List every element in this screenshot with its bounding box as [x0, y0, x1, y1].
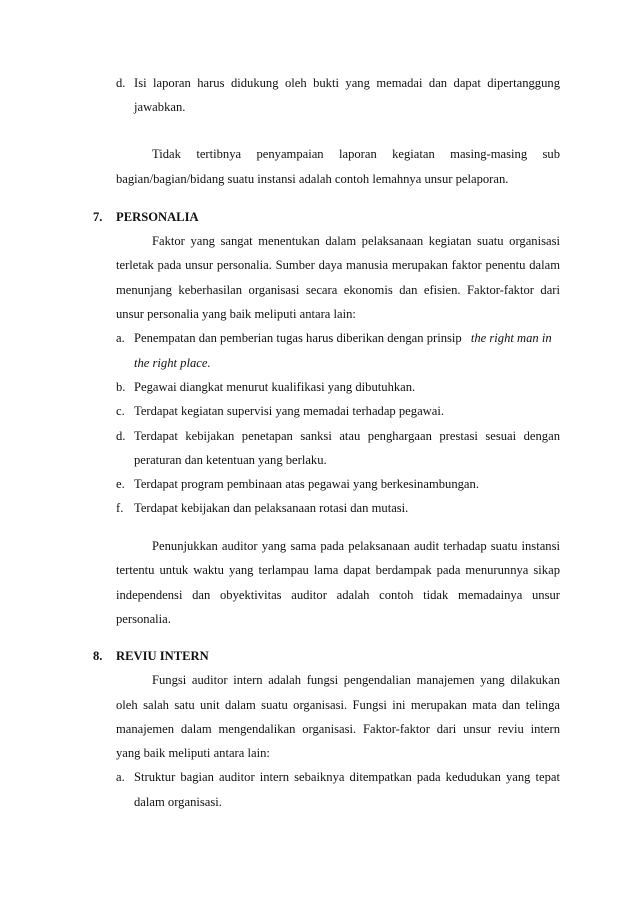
paragraph-line: tertentu untuk waktu yang terlampau lama dapat berdampak pada menurunnya sikap [116, 563, 560, 577]
list-item-a-line-1: Struktur bagian auditor intern sebaiknya ditempatkan pada kedudukan yang tepat [134, 770, 560, 784]
list-item-a-line-2: dalam organisasi. [134, 795, 222, 809]
list-item-d-line-2: peraturan dan ketentuan yang berlaku. [134, 453, 327, 467]
list-label-a: a. [116, 331, 125, 345]
list-label-e: e. [116, 477, 125, 491]
paragraph-line: unsur personalia yang baik meliputi antara lain: [116, 307, 356, 321]
section-title: REVIU INTERN [116, 649, 209, 663]
list-label-c: c. [116, 404, 125, 418]
list-label-f: f. [116, 501, 124, 515]
list-item-a-line-1 [134, 330, 552, 346]
list-label-d: d. [116, 76, 126, 90]
list-item-b: Pegawai diangkat menurut kualifikasi yang dibutuhkan. [134, 380, 416, 394]
paragraph-line: yang baik meliputi antara lain: [116, 746, 270, 760]
paragraph-line: personalia. [116, 612, 171, 626]
list-item-text: Penempatan dan pemberian tugas harus diberikan dengan prinsip [134, 331, 462, 345]
italic-phrase: the right place. [134, 356, 211, 370]
paragraph-line: manajemen dalam mengendalikan organisasi. Faktor-faktor dari unsur reviu intern [116, 722, 560, 736]
paragraph-line: oleh salah satu unit dalam suatu organisasi. Fungsi ini merupakan mata dan telinga [116, 698, 560, 712]
italic-phrase: the right man in [470, 331, 552, 345]
paragraph-line: menunjang keberhasilan organisasi secara ekonomis dan efisien. Faktor-faktor dari [116, 283, 560, 297]
paragraph-line: terletak pada unsur personalia. Sumber daya manusia merupakan faktor penentu dalam [116, 258, 560, 272]
paragraph-line: Fungsi auditor intern adalah fungsi pengendalian manajemen yang dilakukan [152, 673, 560, 687]
paragraph-line: Penunjukkan auditor yang sama pada pelaksanaan audit terhadap suatu instansi [152, 539, 560, 553]
list-item-f: Terdapat kebijakan dan pelaksanaan rotasi dan mutasi. [134, 501, 409, 515]
section-number: 7. [93, 210, 103, 224]
list-label-a: a. [116, 770, 125, 784]
item-d-line-1: Isi laporan harus didukung oleh bukti yang memadai dan dapat dipertanggung [134, 76, 560, 90]
list-item-d-line-1: Terdapat kebijakan penetapan sanksi atau penghargaan prestasi sesuai dengan [134, 429, 560, 443]
paragraph-line: bagian/bagian/bidang suatu instansi adalah contoh lemahnya unsur pelaporan. [116, 172, 509, 186]
paragraph-line: independensi dan obyektivitas auditor adalah contoh tidak memadainya unsur [116, 588, 560, 602]
list-item-c: Terdapat kegiatan supervisi yang memadai terhadap pegawai. [134, 404, 444, 418]
item-d-line-2: jawabkan. [134, 100, 186, 114]
paragraph-line: Tidak tertibnya penyampaian laporan kegiatan masing-masing sub [152, 147, 560, 161]
list-label-d: d. [116, 429, 126, 443]
list-item-e: Terdapat program pembinaan atas pegawai yang berkesinambungan. [134, 477, 479, 491]
paragraph-line: Faktor yang sangat menentukan dalam pelaksanaan kegiatan suatu organisasi [152, 234, 560, 248]
section-title: PERSONALIA [116, 210, 199, 224]
section-number: 8. [93, 649, 103, 663]
list-label-b: b. [116, 380, 126, 394]
